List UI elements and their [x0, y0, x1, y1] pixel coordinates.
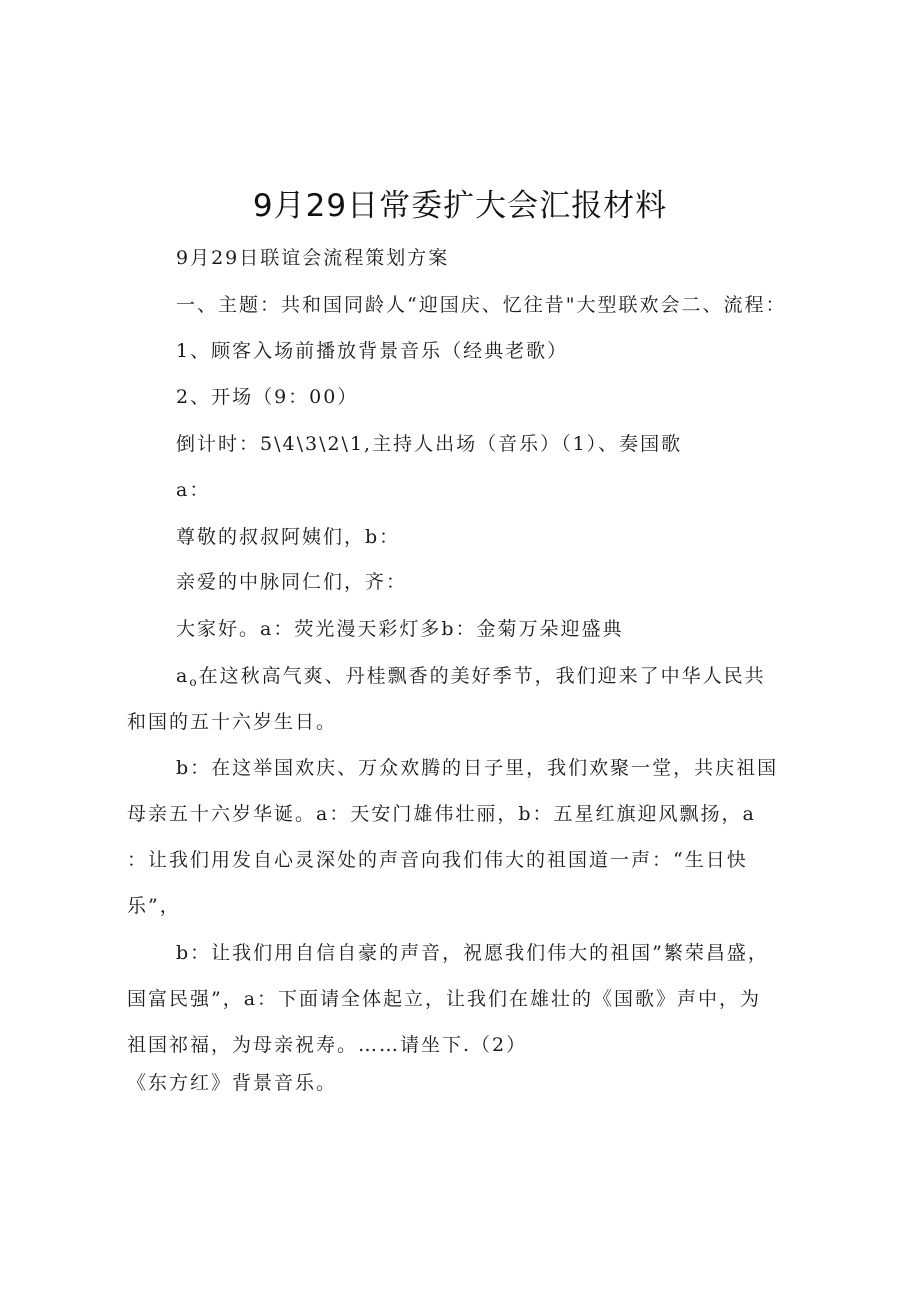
paragraph-line: 一、主题：共和国同龄人“迎国庆、忆往昔"大型联欢会二、流程： [176, 294, 787, 316]
paragraph-line: 1、顾客入场前播放背景音乐（经典老歌） [176, 340, 569, 362]
paragraph-line: 亲爱的中脉同仁们，齐： [176, 571, 408, 593]
paragraph-line: 《东方红》背景音乐。 [127, 1072, 338, 1094]
paragraph-line: 倒计时：5\4\3\2\1,主持人出场（音乐）（1）、奏国歌 [176, 433, 683, 455]
paragraph-line: 母亲五十六岁华诞。a：天安门雄伟壮丽，b：五星红旗迎风飘扬，a [127, 803, 756, 825]
document-title: 9月29日常委扩大会汇报材料 [252, 188, 668, 224]
paragraph-line: b：在这举国欢庆、万众欢腾的日子里，我们欢聚一堂，共庆祖国 [176, 757, 779, 779]
paragraph-line: 大家好。a：荧光漫天彩灯多b：金菊万朵迎盛典 [176, 618, 624, 640]
paragraph-line: 国富民强”，a：下面请全体起立，让我们在雄壮的《国歌》声中，为 [127, 988, 762, 1010]
paragraph-line: 祖国祁福，为母亲祝寿。……请坐下.（2） [127, 1034, 528, 1056]
paragraph-line: a： [176, 479, 211, 501]
speaker-a-label: a [176, 665, 190, 687]
paragraph-text: 在这秋高气爽、丹桂飘香的美好季节，我们迎来了中华人民共 [198, 665, 766, 687]
paragraph-line: 尊敬的叔叔阿姨们，b： [176, 526, 401, 548]
paragraph-line: 2、开场（9：00） [176, 386, 359, 408]
paragraph-line [176, 661, 766, 689]
paragraph-line: 和国的五十六岁生日。 [127, 711, 338, 733]
paragraph-line: 乐”， [127, 895, 181, 917]
paragraph-line: b：让我们用自信自豪的声音，祝愿我们伟大的祖国”繁荣昌盛， [176, 942, 769, 964]
paragraph-line: ：让我们用发自心灵深处的声音向我们伟大的祖国道一声：“生日快 [127, 849, 748, 871]
paragraph-line: 9月29日联谊会流程策划方案 [176, 247, 450, 269]
subscript-mark: o [189, 675, 199, 689]
